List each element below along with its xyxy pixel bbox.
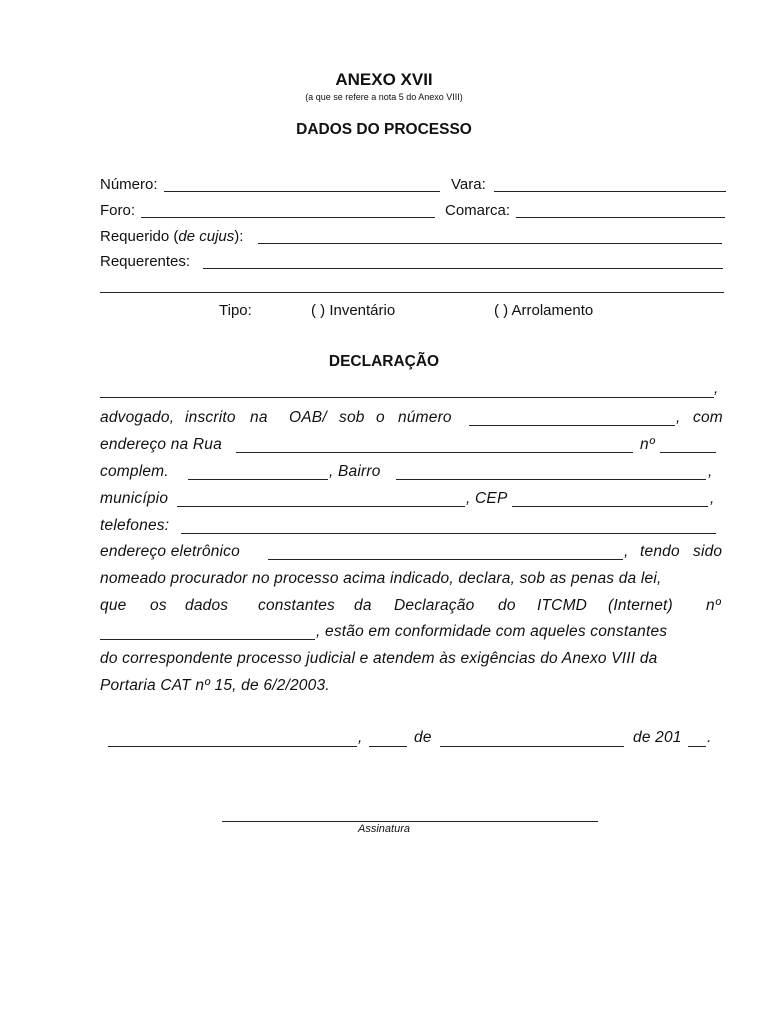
text-endereco-eletronico: endereço eletrônico: [100, 543, 240, 560]
period: .: [707, 729, 712, 746]
comma: ,: [358, 729, 363, 746]
text-tendo: tendo: [640, 543, 680, 560]
text-advogado: advogado,: [100, 409, 175, 426]
section-title-dados: DADOS DO PROCESSO: [296, 121, 472, 138]
day-field[interactable]: [369, 746, 407, 747]
word: ITCMD: [537, 597, 588, 614]
comma: ,: [708, 463, 713, 480]
foro-label: Foro:: [100, 202, 136, 219]
complemento-field[interactable]: [188, 479, 328, 480]
signature-line[interactable]: [222, 821, 598, 822]
text-inscrito: inscrito: [185, 409, 236, 426]
foro-field[interactable]: [141, 217, 435, 218]
municipio-field[interactable]: [177, 506, 465, 507]
requerentes-label: Requerentes:: [100, 253, 191, 270]
numero-field[interactable]: [164, 191, 440, 192]
page-subtitle: (a que se refere a nota 5 do Anexo VIII): [305, 92, 463, 102]
text-bairro: , Bairro: [329, 463, 381, 480]
word: constantes: [258, 597, 335, 614]
bairro-field[interactable]: [396, 479, 706, 480]
telefones-field[interactable]: [181, 533, 716, 534]
requerentes-field[interactable]: [203, 268, 723, 269]
text-complem: complem.: [100, 463, 169, 480]
oab-number-field[interactable]: [469, 425, 675, 426]
word: dados: [185, 597, 229, 614]
comma: ,: [710, 490, 715, 507]
text-de: de: [414, 729, 432, 746]
arrolamento-option[interactable]: ( ) Arrolamento: [494, 302, 594, 319]
cep-field[interactable]: [512, 506, 708, 507]
text-numero: número: [398, 409, 452, 426]
requerido-field[interactable]: [258, 243, 722, 244]
vara-field[interactable]: [494, 191, 726, 192]
email-field[interactable]: [268, 559, 623, 560]
comarca-field[interactable]: [516, 217, 725, 218]
word: que: [100, 597, 127, 614]
month-field[interactable]: [440, 746, 624, 747]
rua-field[interactable]: [236, 452, 633, 453]
declaracao-text-line: , estão em conformidade com aqueles constantes: [316, 623, 668, 640]
text-oab: OAB/: [289, 409, 327, 426]
text-sido: sido: [693, 543, 723, 560]
text-sob: sob: [339, 409, 365, 426]
text-endereco-rua: endereço na Rua: [100, 436, 222, 453]
text-o: o: [376, 409, 385, 426]
comma: ,: [676, 409, 681, 426]
itcmd-number-field[interactable]: [100, 639, 315, 640]
text-telefones: telefones:: [100, 517, 170, 534]
text-com: com: [693, 409, 723, 426]
comarca-label: Comarca:: [445, 202, 511, 219]
word: do: [498, 597, 516, 614]
text-cep: , CEP: [466, 490, 508, 507]
requerentes-field-2[interactable]: [100, 292, 724, 293]
tipo-label: Tipo:: [219, 302, 252, 319]
word: da: [354, 597, 372, 614]
numero-label: Número:: [100, 176, 158, 193]
word: Declaração: [394, 597, 475, 614]
comma: ,: [714, 380, 719, 397]
signature-label: Assinatura: [358, 823, 410, 835]
page-title: ANEXO XVII: [335, 70, 433, 89]
declaracao-text-line: nomeado procurador no processo acima indicado, declara, sob as penas da lei,: [100, 570, 662, 587]
declarante-name-field[interactable]: [100, 397, 714, 398]
text-de-201: de 201: [633, 729, 682, 746]
section-title-declaracao: DECLARAÇÃO: [328, 353, 440, 370]
numero-endereco-field[interactable]: [660, 452, 716, 453]
city-field[interactable]: [108, 746, 357, 747]
vara-label: Vara:: [451, 176, 486, 193]
text-municipio: município: [100, 490, 169, 507]
text-no: nº: [640, 436, 655, 453]
word: (Internet): [608, 597, 673, 614]
requerido-label: Requerido (de cujus):: [100, 228, 244, 245]
inventario-option[interactable]: ( ) Inventário: [311, 302, 396, 319]
declaracao-text-line: do correspondente processo judicial e atendem às exigências do Anexo VIII da: [100, 650, 658, 667]
word: nº: [706, 597, 721, 614]
year-field[interactable]: [688, 746, 706, 747]
text-na: na: [250, 409, 268, 426]
comma: ,: [624, 543, 629, 560]
word: os: [150, 597, 167, 614]
declaracao-text-line: Portaria CAT nº 15, de 6/2/2003.: [100, 677, 330, 694]
